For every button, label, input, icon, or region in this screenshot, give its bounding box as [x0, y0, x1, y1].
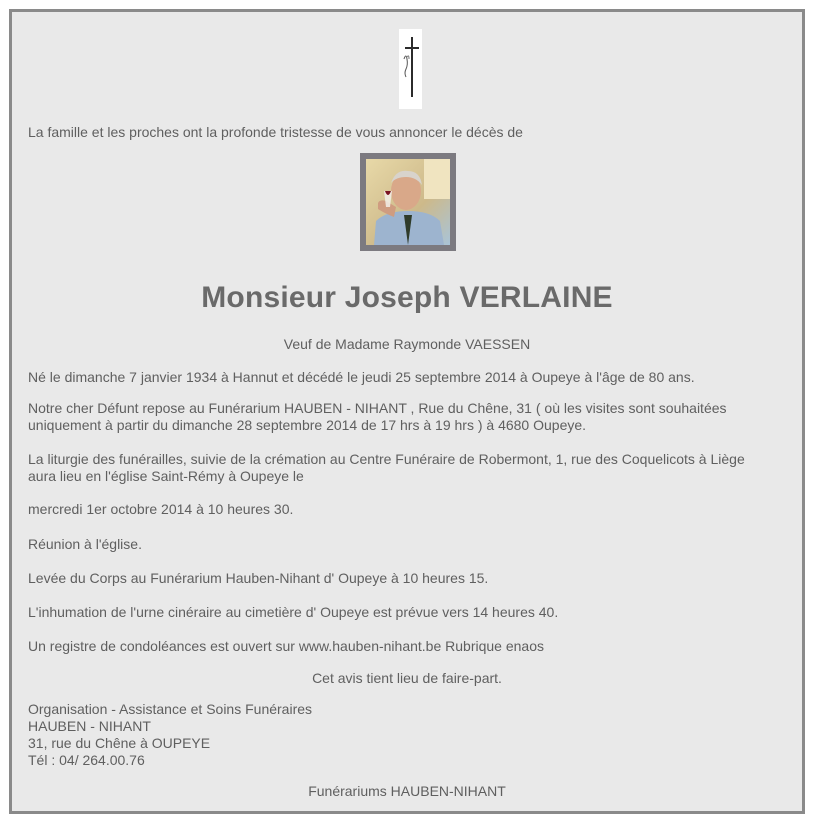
cross-icon: [399, 29, 422, 109]
levee-text: Levée du Corps au Funérarium Hauben-Nihant d' Oupeye à 10 heures 15.: [28, 570, 489, 586]
organisation-block: [28, 701, 788, 769]
org-line-1: Organisation - Assistance et Soins Funéraires: [28, 701, 313, 717]
reunion-text: Réunion à l'église.: [28, 536, 142, 552]
portrait-photo: [360, 153, 456, 251]
obituary-card: [9, 9, 805, 814]
birth-death-text: Né le dimanche 7 janvier 1934 à Hannut et décédé le jeudi 25 septembre 2014 à Oupeye à l'âge de 80 ans.: [28, 369, 695, 385]
faire-part-text: Cet avis tient lieu de faire-part.: [312, 670, 502, 686]
org-line-2: HAUBEN - NIHANT: [28, 718, 151, 734]
repose-paragraph: [28, 400, 788, 434]
liturgy-paragraph: [28, 451, 788, 485]
intro-text: La famille et les proches ont la profonde tristesse de vous annoncer le décès de: [28, 124, 523, 140]
spouse-line: Veuf de Madame Raymonde VAESSEN: [283, 336, 531, 352]
inhumation-text: L'inhumation de l'urne cinéraire au cimetière d' Oupeye est prévue vers 14 heures 40.: [28, 604, 559, 620]
footer-text: Funérariums HAUBEN-NIHANT: [308, 783, 506, 799]
registre-text: Un registre de condoléances est ouvert sur www.hauben-nihant.be Rubrique enaos: [28, 638, 544, 654]
repose-line-2: uniquement à partir du dimanche 28 septembre 2014 de 17 hrs à 19 hrs ) à 4680 Oupeye.: [28, 417, 587, 433]
org-line-4: Tél : 04/ 264.00.76: [28, 752, 145, 768]
org-line-3: 31, rue du Chêne à OUPEYE: [28, 735, 211, 751]
ceremony-date: mercredi 1er octobre 2014 à 10 heures 30.: [28, 501, 294, 517]
liturgy-line-2: aura lieu en l'église Saint-Rémy à Oupeye le: [28, 468, 304, 484]
repose-line-1: Notre cher Défunt repose au Funérarium HAUBEN - NIHANT , Rue du Chêne, 31 ( où les visites sont souhaitées: [28, 400, 727, 416]
deceased-name: Monsieur Joseph VERLAINE: [201, 281, 613, 314]
liturgy-line-1: La liturgie des funérailles, suivie de la crémation au Centre Funéraire de Robermont, 1, rue des Coquelicots à Liège: [28, 451, 745, 467]
